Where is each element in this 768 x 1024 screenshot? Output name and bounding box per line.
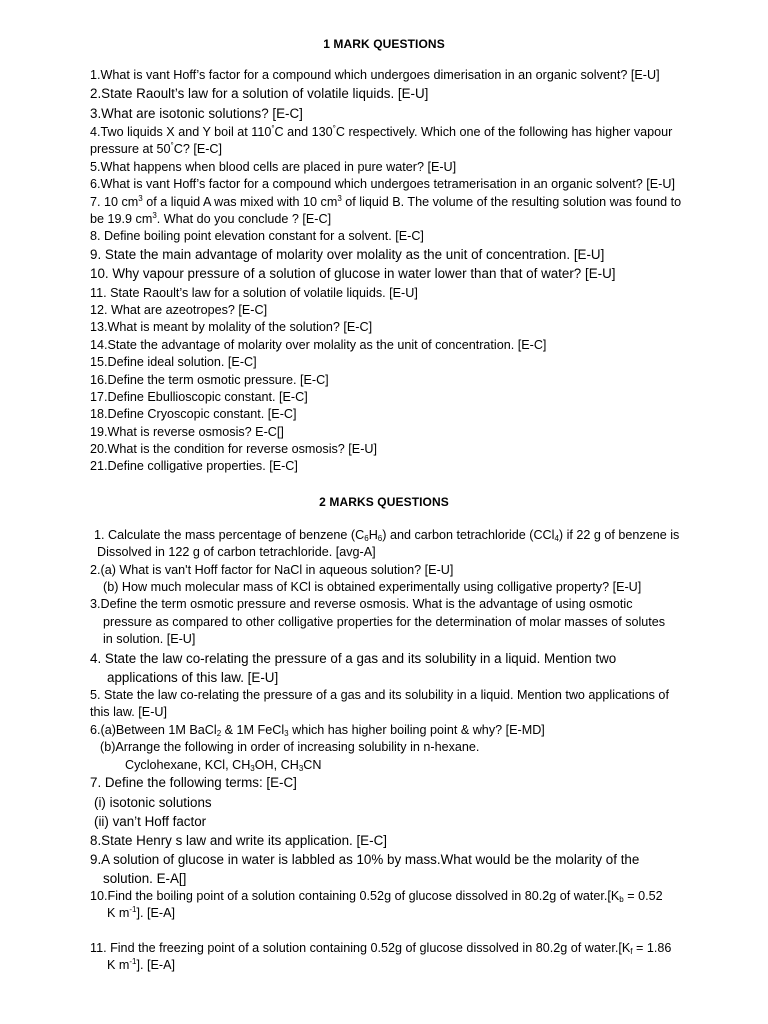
question-2-5-cont: this law. [E-U] (90, 705, 167, 719)
question-2-7: 7. Define the following terms: [E-C] (90, 775, 297, 790)
question-1-21: 21.Define colligative properties. [E-C] (90, 459, 298, 473)
question-2-1: 1. Calculate the mass percentage of benzene $(C_6H_6)$ and carbon tetrachloride (CCl$_4$) if 22 g of benzene is (94, 528, 680, 543)
question-1-10: 10. Why vapour pressure of a solution of glucose in water lower than that of water? [E-U] (90, 266, 616, 281)
question-2-6a: 6.(a)Between 1M BaCl$_2$ & 1M FeCl$_3$ which has higher boiling point & why? [E-MD] (90, 723, 545, 738)
question-1-3: 3.What are isotonic solutions? [E-C] (90, 106, 303, 121)
question-2-2a: 2.(a) What is van't Hoff factor for NaCl in aqueous solution? [E-U] (90, 563, 454, 577)
question-1-7-cont: be 19.9 $cm^3$. What do you conclude ? [E-C] (90, 211, 332, 226)
question-1-8: 8. Define boiling point elevation constant for a solvent. [E-C] (90, 229, 424, 243)
question-1-4-cont: pressure at 50°C? [E-C] (90, 141, 223, 156)
question-2-2b: (b) How much molecular mass of KCl is obtained experimentally using colligative property? [E-U] (103, 580, 642, 594)
question-2-10-cont: K $m^{-1}$]. [E-A] (107, 905, 176, 920)
question-1-17: 17.Define Ebullioscopic constant. [E-C] (90, 390, 308, 404)
question-2-7-i: (i) isotonic solutions (94, 795, 212, 810)
question-2-6b: (b)Arrange the following in order of increasing solubility in n-hexane. (100, 740, 480, 754)
question-2-1-cont: Dissolved in 122 g of carbon tetrachloride. [avg-A] (97, 545, 376, 559)
question-2-4-cont: applications of this law. [E-U] (107, 670, 279, 685)
question-2-8: 8.State Henry s law and write its application. [E-C] (90, 833, 387, 848)
question-2-3-cont-2: in solution. [E-U] (103, 632, 196, 646)
question-1-13: 13.What is meant by molality of the solution? [E-C] (90, 320, 373, 334)
question-2-9-cont: solution. E-A[] (103, 871, 187, 886)
question-1-19: 19.What is reverse osmosis? E-C[] (90, 425, 284, 439)
question-1-14: 14.State the advantage of molarity over molality as the unit of concentration. [E-C] (90, 338, 547, 352)
question-1-9: 9. State the main advantage of molarity over molality as the unit of concentration. [E-U] (90, 247, 605, 262)
question-1-16: 16.Define the term osmotic pressure. [E-C] (90, 373, 329, 387)
question-1-20: 20.What is the condition for reverse osmosis? [E-U] (90, 442, 377, 456)
question-1-5: 5.What happens when blood cells are placed in pure water? [E-U] (90, 160, 457, 174)
question-1-12: 12. What are azeotropes? [E-C] (90, 303, 268, 317)
section-heading-2-marks: 2 MARKS QUESTIONS (319, 495, 449, 509)
question-1-6: 6.What is vant Hoff’s factor for a compound which undergoes tetramerisation in an organic solvent? [E-U] (90, 177, 675, 191)
question-2-3-cont: pressure as compared to other colligative properties for the determination of molar masses of solutes (103, 615, 666, 629)
question-1-4: 4.Two liquids X and Y boil at 110°C and 130°C respectively. Which one of the following has higher vapour (90, 124, 673, 139)
section-heading-1-mark: 1 MARK QUESTIONS (323, 37, 445, 51)
question-2-4: 4. State the law co-relating the pressure of a gas and its solubility in a liquid. Mention two (90, 651, 617, 666)
question-2-5: 5. State the law co-relating the pressure of a gas and its solubility in a liquid. Mention two applications of (90, 688, 669, 702)
question-1-7: 7. 10 $cm^3$ of a liquid A was mixed with 10 $cm^3$ of liquid B. The volume of the resulting solution was found to (90, 194, 682, 209)
question-1-11: 11. State Raoult’s law for a solution of volatile liquids. [E-U] (90, 286, 418, 300)
question-1-15: 15.Define ideal solution. [E-C] (90, 355, 257, 369)
question-2-10: 10.Find the boiling point of a solution containing 0.52g of glucose dissolved in 80.2g of $water.[K_b = 0.52$ (90, 889, 663, 904)
question-1-1: 1.What is vant Hoff’s factor for a compound which undergoes dimerisation in an organic solvent? [E-U] (90, 68, 660, 82)
question-2-3: 3.Define the term osmotic pressure and reverse osmosis. What is the advantage of using osmotic (90, 597, 633, 611)
question-2-11: 11. Find the freezing point of a solution containing 0.52g of glucose dissolved in 80.2g of $water.[K_f = 1.86$ (90, 941, 672, 956)
question-2-11-cont: K $m^{-1}$]. [E-A] (107, 957, 176, 972)
question-1-2: 2.State Raoult’s law for a solution of volatile liquids. [E-U] (90, 86, 429, 101)
question-2-9: 9.A solution of glucose in water is labbled as 10% by mass.What would be the molarity of the (90, 852, 640, 867)
question-1-18: 18.Define Cryoscopic constant. [E-C] (90, 407, 297, 421)
question-2-6b-list: Cyclohexane, KCl, $CH_3OH$, $CH_3CN$ (125, 758, 322, 773)
question-2-7-ii: (ii) van’t Hoff factor (94, 814, 207, 829)
